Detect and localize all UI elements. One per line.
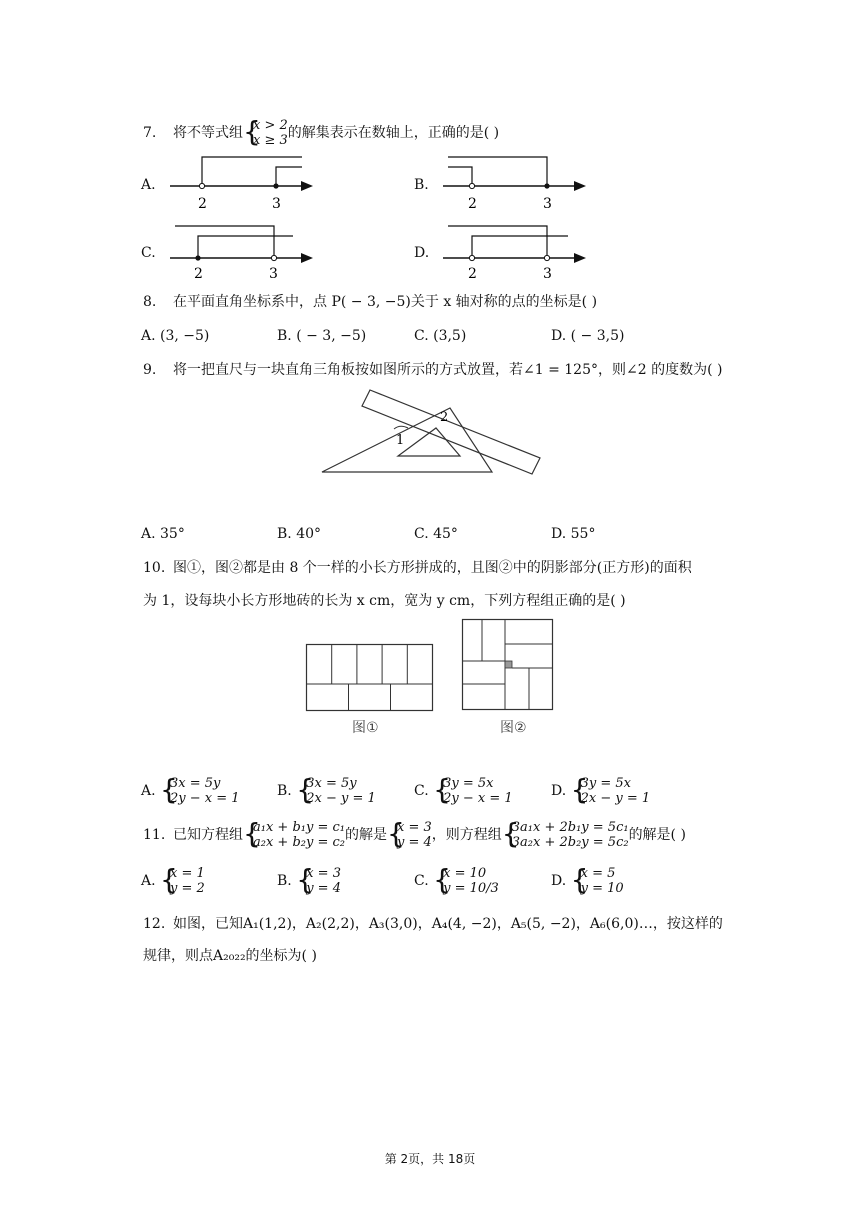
- q9-number: 9.: [143, 362, 157, 378]
- q11-c-eq2: y = 10/3: [443, 881, 499, 896]
- q10-option-d-label: D.: [551, 783, 567, 799]
- q7-ineq2: x ≥ 3: [253, 133, 288, 148]
- q11-option-b-system: { x = 3 y = 4: [296, 863, 341, 896]
- q11-d-eq1: x = 5: [580, 866, 616, 881]
- q10-figure-1: [305, 643, 435, 713]
- q7-number: 7.: [143, 125, 157, 141]
- q11-option-d[interactable]: [551, 863, 624, 896]
- q7-a-tick-3: 3: [272, 196, 281, 212]
- q11-stem: [143, 817, 686, 850]
- q10-option-b[interactable]: [277, 773, 376, 806]
- q10-option-c-system: { 3y = 5x 2y − x = 1: [433, 773, 513, 806]
- q9-angle-1-label: 1: [396, 433, 405, 448]
- q10-option-a-system: { 3x = 5y 2y − x = 1: [160, 773, 240, 806]
- q10-option-b-label: B.: [277, 783, 292, 799]
- q11-b-eq1: x = 3: [306, 866, 341, 881]
- q11-sol1-eq2: y = 4: [396, 835, 432, 850]
- q7-b-tick-2: 2: [468, 196, 477, 212]
- q9-stem: [143, 360, 722, 380]
- q11-option-a[interactable]: [141, 863, 205, 896]
- q11-mid: 的解是: [344, 827, 387, 843]
- q12-number: 12.: [143, 916, 166, 932]
- q11-sys2-eq1: 3a₁x + 2b₁y = 5c₁: [511, 820, 629, 835]
- q9-angle-2-label: 2: [440, 410, 449, 425]
- q7-number-line-b[interactable]: [438, 150, 598, 215]
- q10-option-c-label: C.: [414, 783, 429, 799]
- q11-option-a-label: A.: [141, 873, 156, 889]
- q12-line2: 规律，则点A₂₀₂₂的坐标为( ): [143, 948, 317, 964]
- q10-line2: 为 1，设每块小长方形地砖的长为 x cm，宽为 y cm，下列方程组正确的是( ): [143, 593, 626, 609]
- q9-ruler-triangle-figure: [318, 386, 546, 478]
- q11-option-d-label: D.: [551, 873, 567, 889]
- q10-option-c[interactable]: [414, 773, 513, 806]
- q7-b-tick-3: 3: [543, 196, 552, 212]
- q7-c-tick-3: 3: [269, 266, 278, 282]
- q10-stem-line1: [143, 558, 692, 578]
- q11-solution-1: { x = 3 y = 4: [386, 817, 432, 850]
- q7-number-line-a[interactable]: [165, 150, 325, 215]
- q11-c-eq1: x = 10: [443, 866, 487, 881]
- q10-number: 10.: [143, 560, 166, 576]
- q11-option-b-label: B.: [277, 873, 292, 889]
- q8-number: 8.: [143, 294, 157, 310]
- q11-sys1-eq1: a₁x + b₁y = c₁: [253, 820, 345, 835]
- q10-b-eq1: 3x = 5y: [306, 776, 357, 791]
- q10-d-eq2: 2x − y = 1: [580, 791, 651, 806]
- q8-option-c[interactable]: C. (3,5): [414, 328, 467, 344]
- q11-option-c[interactable]: [414, 863, 499, 896]
- q11-number: 11.: [143, 827, 166, 843]
- q12-line1: 如图，已知A₁(1,2)，A₂(2,2)，A₃(3,0)，A₄(4, −2)，A₅(5, −2)，A₆(6,0)…，按这样的: [173, 916, 723, 932]
- q10-a-eq1: 3x = 5y: [170, 776, 221, 791]
- q7-system: { x > 2 x ≥ 3: [243, 115, 288, 148]
- q7-stem: [143, 115, 500, 148]
- q7-d-tick-2: 2: [468, 266, 477, 282]
- q10-option-a[interactable]: [141, 773, 240, 806]
- q10-c-eq1: 3y = 5x: [443, 776, 494, 791]
- q7-number-line-c[interactable]: [165, 220, 325, 285]
- q7-option-b-label[interactable]: B.: [414, 177, 429, 193]
- q7-option-a-label[interactable]: A.: [141, 177, 156, 193]
- q9-text: 将一把直尺与一块直角三角板按如图所示的方式放置，若∠1 = 125°，则∠2 的度数为( ): [173, 362, 723, 378]
- q7-a-tick-2: 2: [198, 196, 207, 212]
- q10-figure-2: [461, 618, 555, 712]
- q10-option-d-system: { 3y = 5x 2x − y = 1: [570, 773, 651, 806]
- q11-b-eq2: y = 4: [306, 881, 341, 896]
- q8-text: 在平面直角坐标系中，点 P( − 3, −5)关于 x 轴对称的点的坐标是( ): [173, 294, 598, 310]
- q11-option-b[interactable]: [277, 863, 341, 896]
- q11-sol1-eq1: x = 3: [396, 820, 432, 835]
- q8-option-d[interactable]: D. ( − 3,5): [551, 328, 625, 344]
- q10-c-eq2: 2y − x = 1: [443, 791, 513, 806]
- q8-option-a[interactable]: A. (3, −5): [141, 328, 210, 344]
- q10-line1: 图①，图②都是由 8 个一样的小长方形拼成的，且图②中的阴影部分(正方形)的面积: [173, 560, 692, 576]
- q10-figure-1-caption: 图①: [352, 720, 379, 736]
- q11-post: 的解是( ): [628, 827, 686, 843]
- q10-option-b-system: { 3x = 5y 2x − y = 1: [296, 773, 376, 806]
- q11-option-c-label: C.: [414, 873, 429, 889]
- q10-option-d[interactable]: [551, 773, 651, 806]
- q11-system-2: { 3a₁x + 2b₁y = 5c₁ 3a₂x + 2b₂y = 5c₂: [501, 817, 629, 850]
- q9-option-b[interactable]: B. 40°: [277, 526, 322, 542]
- q11-a-eq2: y = 2: [170, 881, 205, 896]
- q11-d-eq2: y = 10: [580, 881, 624, 896]
- q11-sys2-eq2: 3a₂x + 2b₂y = 5c₂: [511, 835, 629, 850]
- q11-sys1-eq2: a₂x + b₂y = c₂: [253, 835, 345, 850]
- q11-system-1: { a₁x + b₁y = c₁ a₂x + b₂y = c₂: [243, 817, 345, 850]
- q8-stem: [143, 292, 597, 312]
- q11-a-eq1: x = 1: [170, 866, 205, 881]
- q10-figure-2-caption: 图②: [500, 720, 527, 736]
- q10-b-eq2: 2x − y = 1: [306, 791, 376, 806]
- q7-option-d-label[interactable]: D.: [414, 245, 430, 261]
- q9-option-c[interactable]: C. 45°: [414, 526, 458, 542]
- q11-option-c-system: { x = 10 y = 10/3: [433, 863, 499, 896]
- q10-d-eq1: 3y = 5x: [580, 776, 632, 791]
- q10-a-eq2: 2y − x = 1: [170, 791, 240, 806]
- q7-post: 的解集表示在数轴上，正确的是( ): [287, 125, 500, 141]
- q11-mid2: ，则方程组: [431, 827, 502, 843]
- q8-option-b[interactable]: B. ( − 3, −5): [277, 328, 367, 344]
- q10-option-a-label: A.: [141, 783, 156, 799]
- q7-d-tick-3: 3: [543, 266, 552, 282]
- q11-pre: 已知方程组: [173, 827, 243, 843]
- q7-c-tick-2: 2: [194, 266, 203, 282]
- q7-option-c-label[interactable]: C.: [141, 245, 156, 261]
- q9-option-a[interactable]: A. 35°: [141, 526, 185, 542]
- q7-number-line-d[interactable]: [438, 220, 598, 285]
- q12-stem-line1: [143, 914, 723, 934]
- q7-ineq1: x > 2: [253, 118, 288, 133]
- q11-option-d-system: { x = 5 y = 10: [570, 863, 624, 896]
- page-footer: 第 2页，共 18页: [384, 1152, 476, 1166]
- q7-pre: 将不等式组: [173, 125, 243, 141]
- q9-option-d[interactable]: D. 55°: [551, 526, 596, 542]
- q11-option-a-system: { x = 1 y = 2: [160, 863, 205, 896]
